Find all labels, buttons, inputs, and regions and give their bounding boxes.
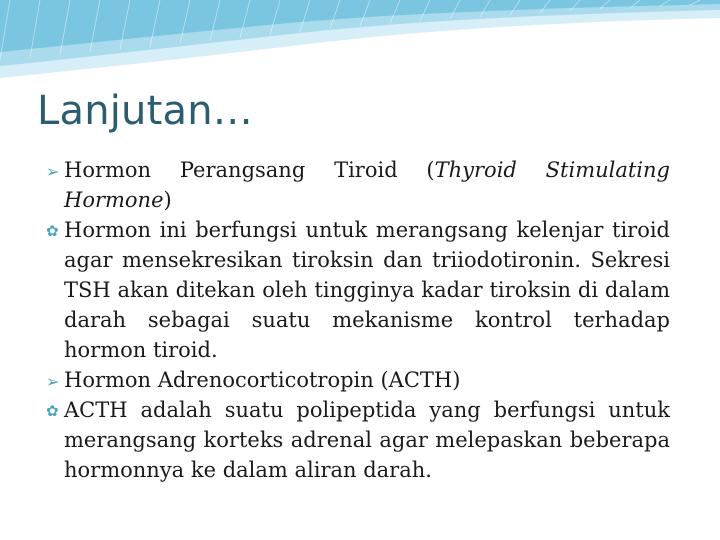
star-bullet-icon: ✿ bbox=[46, 402, 59, 420]
star-bullet-icon: ✿ bbox=[46, 222, 59, 240]
item-text-suffix: ) bbox=[163, 188, 172, 212]
item-text-prefix: Hormon Perangsang Tiroid ( bbox=[64, 158, 435, 182]
list-item bbox=[46, 365, 670, 395]
item-text: Hormon Adrenocorticotropin (ACTH) bbox=[64, 368, 461, 392]
header-wave-decoration bbox=[0, 0, 720, 90]
list-item bbox=[46, 155, 670, 215]
arrow-bullet-icon: ➢ bbox=[46, 372, 60, 391]
item-text: Hormon ini berfungsi untuk merangsang kelenjar tiroid agar mensekresikan tiroksin dan triiodotironin. Sekresi TSH akan ditekan oleh tingginya kadar tiroksin di dalam darah sebagai suatu mekanisme kontrol terhadap hormon tiroid. bbox=[64, 218, 670, 362]
item-text bbox=[64, 158, 670, 212]
arrow-bullet-icon: ➢ bbox=[46, 162, 60, 181]
item-text: ACTH adalah suatu polipeptida yang berfungsi untuk merangsang korteks adrenal agar melepaskan beberapa hormonnya ke dalam aliran darah. bbox=[64, 398, 670, 482]
item-text-italic: Thyroid Stimulating Hormone bbox=[64, 158, 670, 212]
slide-title: Lanjutan… bbox=[37, 88, 253, 134]
list-item bbox=[46, 395, 670, 485]
slide-content bbox=[46, 155, 670, 485]
list-item bbox=[46, 215, 670, 365]
